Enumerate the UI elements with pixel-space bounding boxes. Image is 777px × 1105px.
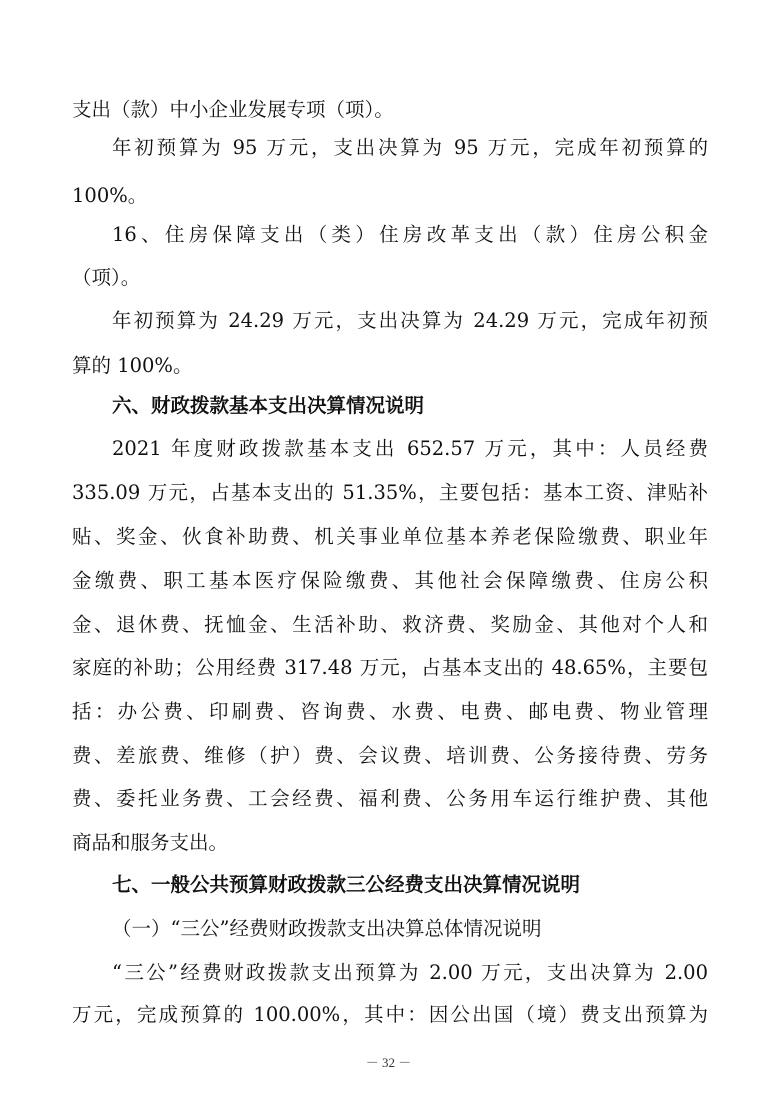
text-line: 费、委托业务费、工会经费、福利费、公务用车运行维护费、其他 — [72, 787, 708, 810]
text-line: 支出（款）中小企业发展专项（项）。 — [72, 98, 394, 121]
text-line: 万元，完成预算的 100.00%，其中：因公出国（境）费支出预算为 — [72, 1003, 708, 1026]
text-line: 100%。 — [72, 184, 148, 207]
text-line: 算的 100%。 — [72, 354, 193, 377]
text-line: 2021 年度财政拨款基本支出 652.57 万元，其中：人员经费 — [112, 437, 708, 460]
text-line: 金缴费、职工基本医疗保险缴费、其他社会保障缴费、住房公积 — [72, 569, 708, 592]
text-line: 16、住房保障支出（类）住房改革支出（款）住房公积金 — [112, 223, 708, 246]
text-line: 年初预算为 95 万元，支出决算为 95 万元，完成年初预算的 — [112, 136, 708, 159]
text-line: 贴、奖金、伙食补助费、机关事业单位基本养老保险缴费、职业年 — [72, 525, 708, 548]
section-heading: 六、财政拨款基本支出决算情况说明 — [112, 394, 425, 417]
section-heading: 七、一般公共预算财政拨款三公经费支出决算情况说明 — [112, 873, 581, 896]
text-line: 年初预算为 24.29 万元，支出决算为 24.29 万元，完成年初预 — [112, 309, 708, 332]
text-line: 费、差旅费、维修（护）费、会议费、培训费、公务接待费、劳务 — [72, 744, 708, 767]
text-line: （项）。 — [72, 266, 141, 289]
text-line: 商品和服务支出。 — [72, 831, 229, 854]
text-line: 括：办公费、印刷费、咨询费、水费、电费、邮电费、物业管理 — [72, 700, 708, 723]
subsection-heading: （一）“三公”经费财政拨款支出决算总体情况说明 — [112, 917, 542, 940]
text-line: 335.09 万元，占基本支出的 51.35%，主要包括：基本工资、津贴补 — [72, 481, 708, 504]
text-line: 金、退休费、抚恤金、生活补助、救济费、奖励金、其他对个人和 — [72, 613, 708, 636]
page-number: － 32 － — [365, 1055, 412, 1070]
text-line: 家庭的补助；公用经费 317.48 万元，占基本支出的 48.65%，主要包 — [72, 656, 708, 679]
text-line: “三公”经费财政拨款支出预算为 2.00 万元，支出决算为 2.00 — [112, 961, 708, 984]
